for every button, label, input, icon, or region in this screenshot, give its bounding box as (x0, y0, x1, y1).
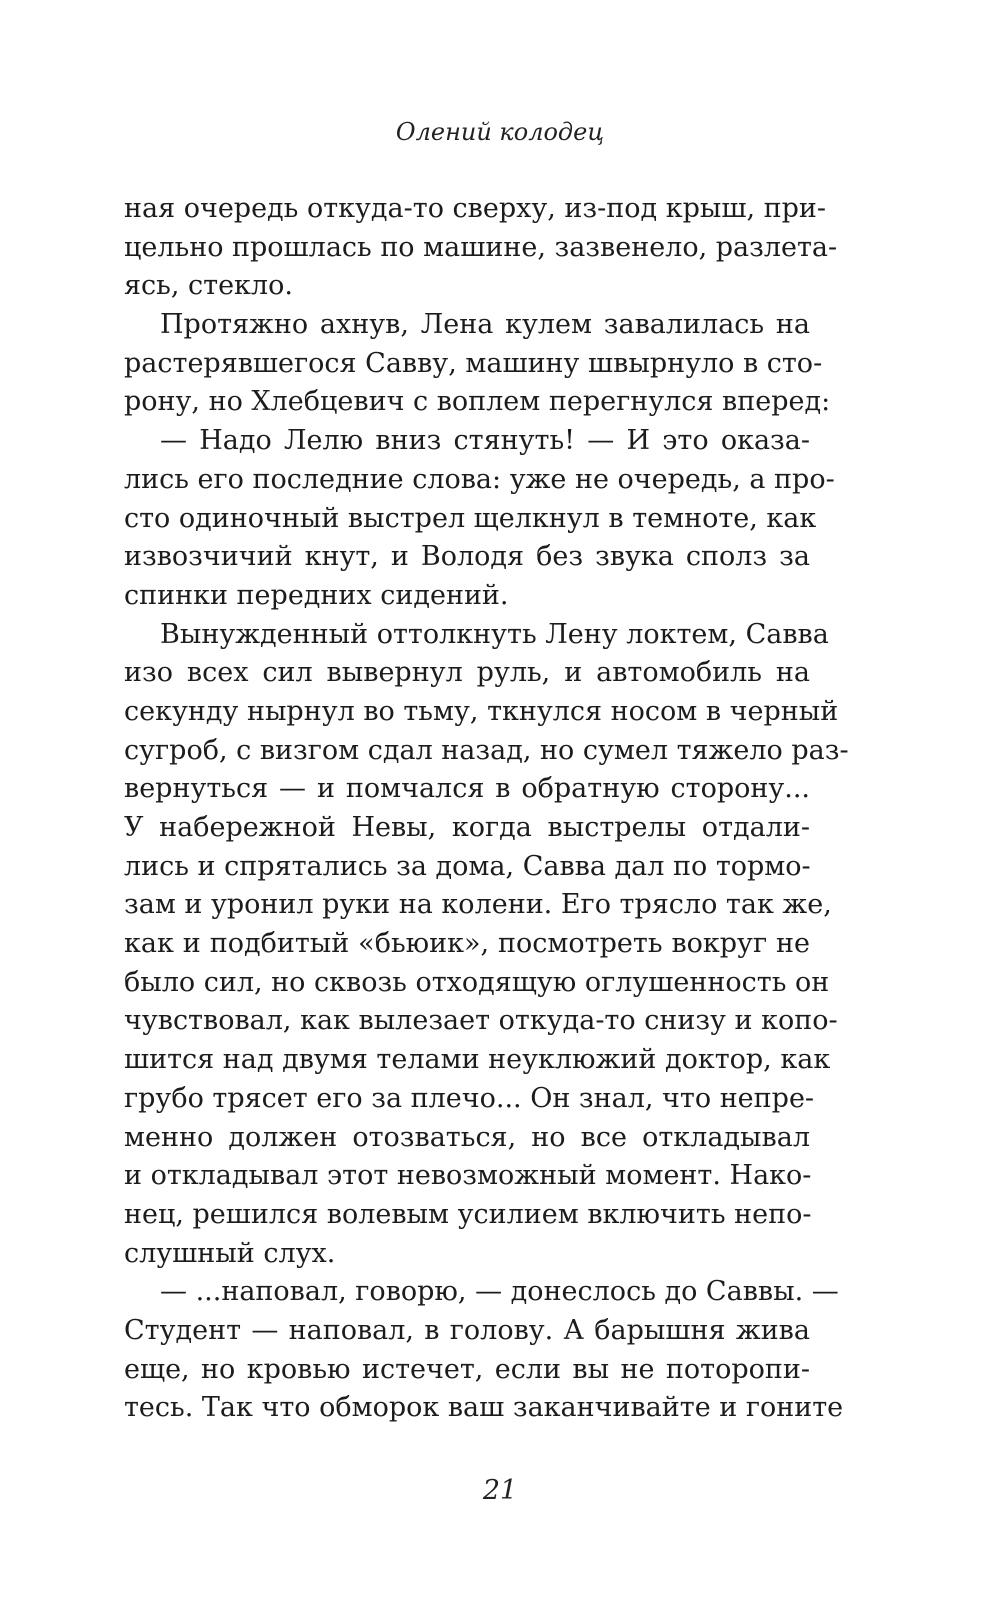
text-line: Студент — наповал, в голову. А барышня жива (124, 1314, 810, 1346)
text-line: зам и уронил руки на колени. Его трясло так же, (124, 889, 832, 921)
text-line: рону, но Хлебцевич с воплем перегнулся вперед: (124, 386, 831, 418)
body-text (124, 190, 849, 1428)
text-line: секунду нырнул во тьму, ткнулся носом в черный (124, 695, 839, 727)
text-line: и откладывал этот невозможный момент. Нако- (124, 1160, 812, 1192)
text-line: тесь. Так что обморок ваш заканчивайте и гоните (124, 1392, 844, 1424)
text-line: было сил, но сквозь отходящую оглушенность он (124, 966, 830, 998)
text-line: вернуться — и помчался в обратную сторону... (124, 773, 810, 805)
text-line: растерявшегося Савву, машину швырнуло в сто- (124, 347, 823, 379)
text-line: нец, решился волевым усилием включить непо- (124, 1198, 812, 1230)
text-line: У набережной Невы, когда выстрелы отдали- (124, 812, 810, 843)
text-line: шится над двумя телами неуклюжий доктор, как (124, 1044, 831, 1076)
text-line: еще, но кровью истечет, если вы не поторопи- (124, 1353, 810, 1385)
running-title: Олений колодец (395, 118, 605, 146)
text-line: лись и спрятались за дома, Савва дал по тормо- (124, 850, 811, 882)
text-line: менно должен отозваться, но все откладывал (124, 1121, 810, 1153)
text-line: как и подбитый «бьюик», посмотреть вокруг не (124, 928, 810, 960)
text-line: грубо трясет его за плечо... Он знал, что непре- (124, 1082, 815, 1114)
page-number: 21 (482, 1475, 518, 1506)
text-line: сто одиночный выстрел щелкнул в темноте, как (124, 502, 817, 534)
text-line: Протяжно ахнув, Лена кулем завалилась на (160, 309, 810, 341)
text-line: слушный слух. (124, 1237, 336, 1269)
text-line: ясь, стекло. (124, 270, 293, 302)
text-line: спинки передних сидений. (124, 579, 509, 611)
text-line: извозчичий кнут, и Володя без звука сполз за (124, 541, 810, 573)
text-line: чувствовал, как вылезает откуда-то снизу и копо- (124, 1005, 838, 1037)
text-line: сугроб, с визгом сдал назад, но сумел тяжело раз- (124, 734, 849, 766)
text-line: — ...наповал, говорю, — донеслось до Саввы. — (160, 1276, 839, 1308)
text-line: цельно прошлась по машине, зазвенело, разлета- (124, 231, 838, 263)
text-line: — Надо Лелю вниз стянуть! — И это оказа- (160, 425, 810, 457)
text-line: лись его последние слова: уже не очередь, а про- (124, 463, 835, 495)
text-line: ная очередь откуда-то сверху, из-под крыш, при- (124, 193, 827, 224)
text-line: изо всех сил вывернул руль, и автомобиль на (124, 657, 810, 689)
text-line: Вынужденный оттолкнуть Лену локтем, Савва (160, 618, 829, 650)
